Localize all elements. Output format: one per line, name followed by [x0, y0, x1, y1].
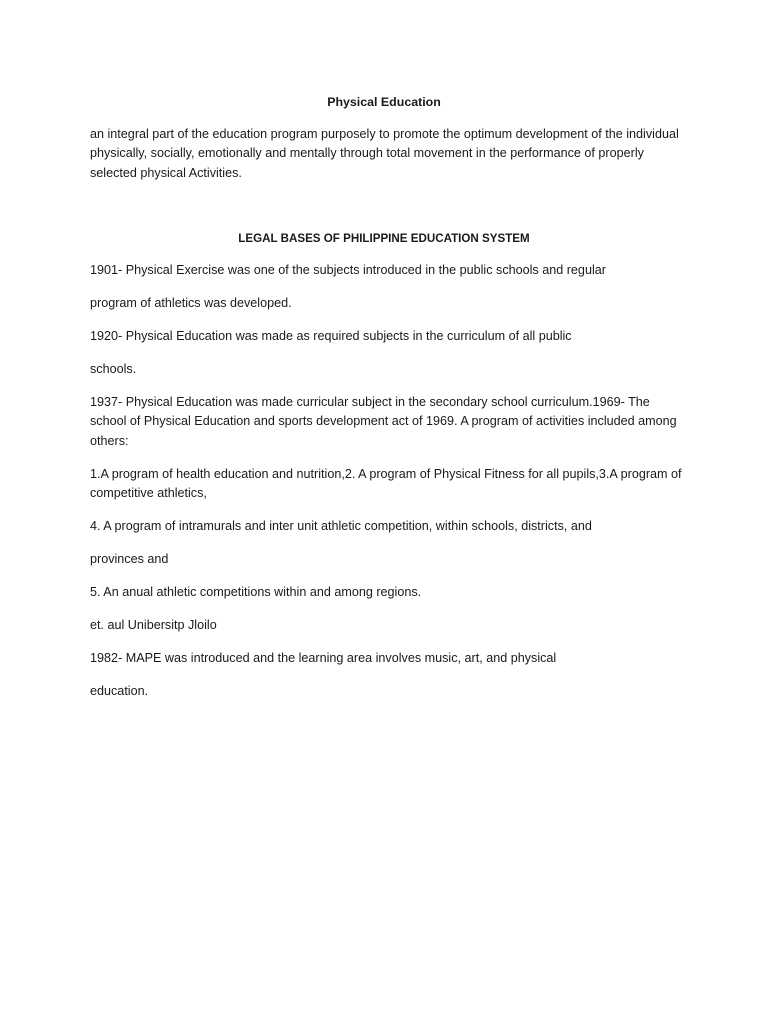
- paragraph-1982: 1982- MAPE was introduced and the learning area involves music, art, and physical: [90, 651, 557, 665]
- paragraph-program-list-1: 1.A program of health education and nutrition,2. A program of Physical Fitness for all pupils,3.A program of competitive athletics,: [90, 466, 682, 500]
- intro-paragraph: an integral part of the education program purposely to promote the optimum development of the individual physically, socially, emotionally and mentally through total movement in the performance of properly selected physical Activities.: [90, 126, 679, 180]
- paragraph-1982-cont: education.: [90, 684, 149, 698]
- section-heading: LEGAL BASES OF PHILIPPINE EDUCATION SYSTEM: [238, 232, 530, 245]
- paragraph-1937: 1937- Physical Education was made curricular subject in the secondary school curriculum.1969- The school of Physical Education and sports development act of 1969. A program of activities included among others:: [90, 394, 677, 448]
- paragraph-1920: 1920- Physical Education was made as required subjects in the curriculum of all public: [90, 328, 572, 343]
- paragraph-watermark-text: et. aul Unibersitp Jloilo: [90, 618, 217, 632]
- paragraph-1901: 1901- Physical Exercise was one of the subjects introduced in the public schools and regular: [90, 262, 606, 277]
- paragraph-program-4: 4. A program of intramurals and inter unit athletic competition, within schools, districts, and: [90, 519, 592, 533]
- document-title: Physical Education: [327, 95, 441, 109]
- paragraph-1901-cont: program of athletics was developed.: [90, 295, 292, 310]
- document-body: [90, 93, 682, 715]
- paragraph-1920-cont: schools.: [90, 361, 137, 376]
- paragraph-program-4-cont: provinces and: [90, 552, 169, 566]
- paragraph-program-5: 5. An anual athletic competitions within and among regions.: [90, 585, 422, 599]
